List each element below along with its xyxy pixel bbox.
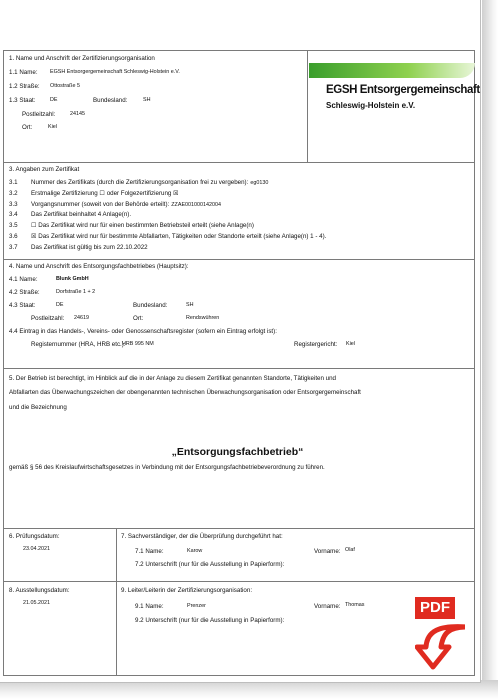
org-zip-label: Postleitzahl:: [22, 111, 56, 118]
pdf-label: PDF: [415, 597, 455, 619]
divider: [307, 50, 308, 162]
divider: [3, 162, 475, 163]
logo-swoosh: [309, 63, 475, 78]
section5-line2: Abfallarten das Überwachungszeichen der obengenannten technischen Überwachungsorganisation oder Entsorgergemeinschaft: [9, 389, 361, 396]
section3-item-text: [31, 244, 148, 251]
divider: [116, 528, 117, 676]
section3-item-number: 3.5: [9, 222, 18, 230]
section3-item-label: ☐ Das Zertifikat wird nur für einen bestimmten Betriebsteil erteilt (siehe Anlage(n): [31, 222, 254, 230]
expert-name-label: 7.1 Name:: [135, 548, 164, 555]
org-zip-value: 24145: [70, 111, 85, 117]
company-city-value: Rendswühren: [186, 315, 220, 321]
section3-item-number: 3.3: [9, 200, 18, 208]
org-street-value: Ottostraße 5: [50, 83, 80, 89]
issue-date-label: 8. Ausstellungsdatum:: [9, 587, 70, 594]
org-name-label: 1.1 Name:: [9, 69, 38, 76]
section3-item-number: 3.6: [9, 233, 18, 240]
section3-item-text: [31, 211, 131, 218]
expert-firstname-label: Vorname:: [314, 548, 341, 555]
issue-date-value: 21.05.2021: [23, 600, 50, 606]
section3-item-label: Erstmalige Zertifizierung ☐ oder Folgezertifizierung ☒: [31, 189, 179, 197]
company-city-label: Ort:: [133, 315, 144, 322]
section3-item-label: Vorgangsnummer (soweit von der Behörde erteilt):: [31, 200, 170, 208]
section3-item-number: 3.1: [9, 179, 18, 186]
company-state-value: DE: [56, 302, 64, 308]
section9-title: 9. Leiter/Leiterin der Zertifizierungsorganisation:: [121, 587, 253, 594]
section5-line4: gemäß § 56 des Kreislaufwirtschaftsgesetzes in Verbindung mit der Entsorgungsfachbetriebeverordnung zu führen.: [9, 464, 325, 471]
section7-title: 7. Sachverständiger, der die Überprüfung durchgeführt hat:: [121, 533, 283, 540]
section3-item-label: Das Zertifikat beinhaltet 4 Anlage(n).: [31, 211, 132, 219]
register-court-value: Kiel: [346, 341, 355, 347]
company-state-label: 4.3 Staat:: [9, 302, 36, 309]
section3-item-text: [31, 179, 268, 187]
org-name-value: EGSH Entsorgergemeinschaft Schleswig-Holstein e.V.: [50, 69, 180, 75]
designation-title: „Entsorgungsfachbetrieb“: [171, 446, 304, 458]
org-state-label: 1.3 Staat:: [9, 97, 36, 104]
register-court-label: Registergericht:: [294, 341, 338, 348]
section3-item-value: ZZAE001000142004: [171, 201, 222, 208]
section4-title: 4. Name und Anschrift des Entsorgungsfachbetriebes (Hauptsitz):: [9, 263, 189, 270]
egsh-logo: [309, 63, 480, 130]
pdf-download-button[interactable]: [415, 597, 481, 675]
head-name-value: Prenzer: [187, 603, 206, 609]
inspection-date-label: 6. Prüfungsdatum:: [9, 533, 60, 540]
org-land-label: Bundesland:: [93, 97, 128, 104]
section1-title: 1. Name und Anschrift der Zertifizierungsorganisation: [9, 55, 155, 62]
register-number-value: HRB 995 NM: [122, 341, 154, 347]
page-shadow-right: [482, 0, 498, 699]
org-land-value: SH: [143, 97, 151, 103]
company-zip-value: 24619: [74, 315, 89, 321]
section3-item-label: Das Zertifikat ist gültig bis zum 22.10.2022: [31, 243, 148, 251]
section3-item-number: 3.4: [9, 211, 18, 219]
head-name-label: 9.1 Name:: [135, 603, 164, 610]
head-firstname-value: Thomas: [345, 602, 365, 608]
divider: [3, 368, 475, 369]
divider: [3, 259, 475, 260]
head-signature-label: 9.2 Unterschrift (nur für die Ausstellung in Papierform):: [135, 617, 285, 624]
section3-item-text: [31, 201, 221, 209]
org-state-value: DE: [50, 97, 58, 103]
org-street-label: 1.2 Straße:: [9, 83, 40, 90]
company-street-label: 4.2 Straße:: [9, 289, 40, 296]
download-arrow-icon: [415, 621, 465, 673]
divider: [3, 528, 475, 529]
company-land-label: Bundesland:: [133, 302, 168, 309]
expert-signature-label: 7.2 Unterschrift (nur für die Ausstellung in Papierform):: [135, 561, 285, 568]
section3-item-text: [31, 233, 326, 240]
company-zip-label: Postleitzahl:: [31, 315, 65, 322]
section5-line3: und die Bezeichnung: [9, 404, 67, 411]
section3-title: 3. Angaben zum Zertifikat: [9, 166, 80, 173]
org-city-label: Ort:: [22, 124, 33, 131]
section3-item-number: 3.2: [9, 189, 18, 197]
register-entry-label: 4.4 Eintrag in das Handels-, Vereins- oder Genossenschaftsregister (sofern ein Eintrag erfolgt ist):: [9, 328, 277, 335]
expert-firstname-value: Olaf: [345, 547, 355, 553]
expert-name-value: Karow: [187, 548, 203, 554]
company-name-value: Blunk GmbH: [56, 276, 89, 282]
logo-line1: EGSH Entsorgergemeinschaft: [326, 84, 480, 96]
inspection-date-value: 23.04.2021: [23, 546, 50, 552]
section3-item-label: ☒ Das Zertifikat wird nur für bestimmte Abfallarten, Tätigkeiten oder Standorte erteilt (siehe Anlage(n) 1 - 4).: [31, 233, 327, 240]
section3-item-value: eg0130: [250, 180, 269, 186]
company-street-value: Dorfstraße 1 + 2: [56, 289, 96, 295]
section3-item-text: [31, 190, 179, 197]
form-frame: [3, 50, 475, 676]
section5-line1: 5. Der Betrieb ist berechtigt, im Hinblick auf die in der Anlage zu diesem Zertifikat genannten Standorte, Tätigkeiten und: [9, 375, 336, 382]
divider: [3, 581, 475, 582]
section3-item-text: [31, 222, 254, 229]
section3-item-label: Nummer des Zertifikats (durch die Zertifizierungsorganisation frei zu vergeben):: [31, 179, 249, 186]
section3-item-number: 3.7: [9, 243, 18, 251]
register-number-label: Registernummer (HRA, HRB etc.):: [31, 341, 126, 348]
company-name-label: 4.1 Name:: [9, 276, 38, 283]
org-city-value: Kiel: [48, 124, 57, 130]
logo-line2: Schleswig-Holstein e.V.: [326, 101, 416, 110]
company-land-value: SH: [186, 302, 194, 308]
head-firstname-label: Vorname:: [314, 603, 341, 610]
